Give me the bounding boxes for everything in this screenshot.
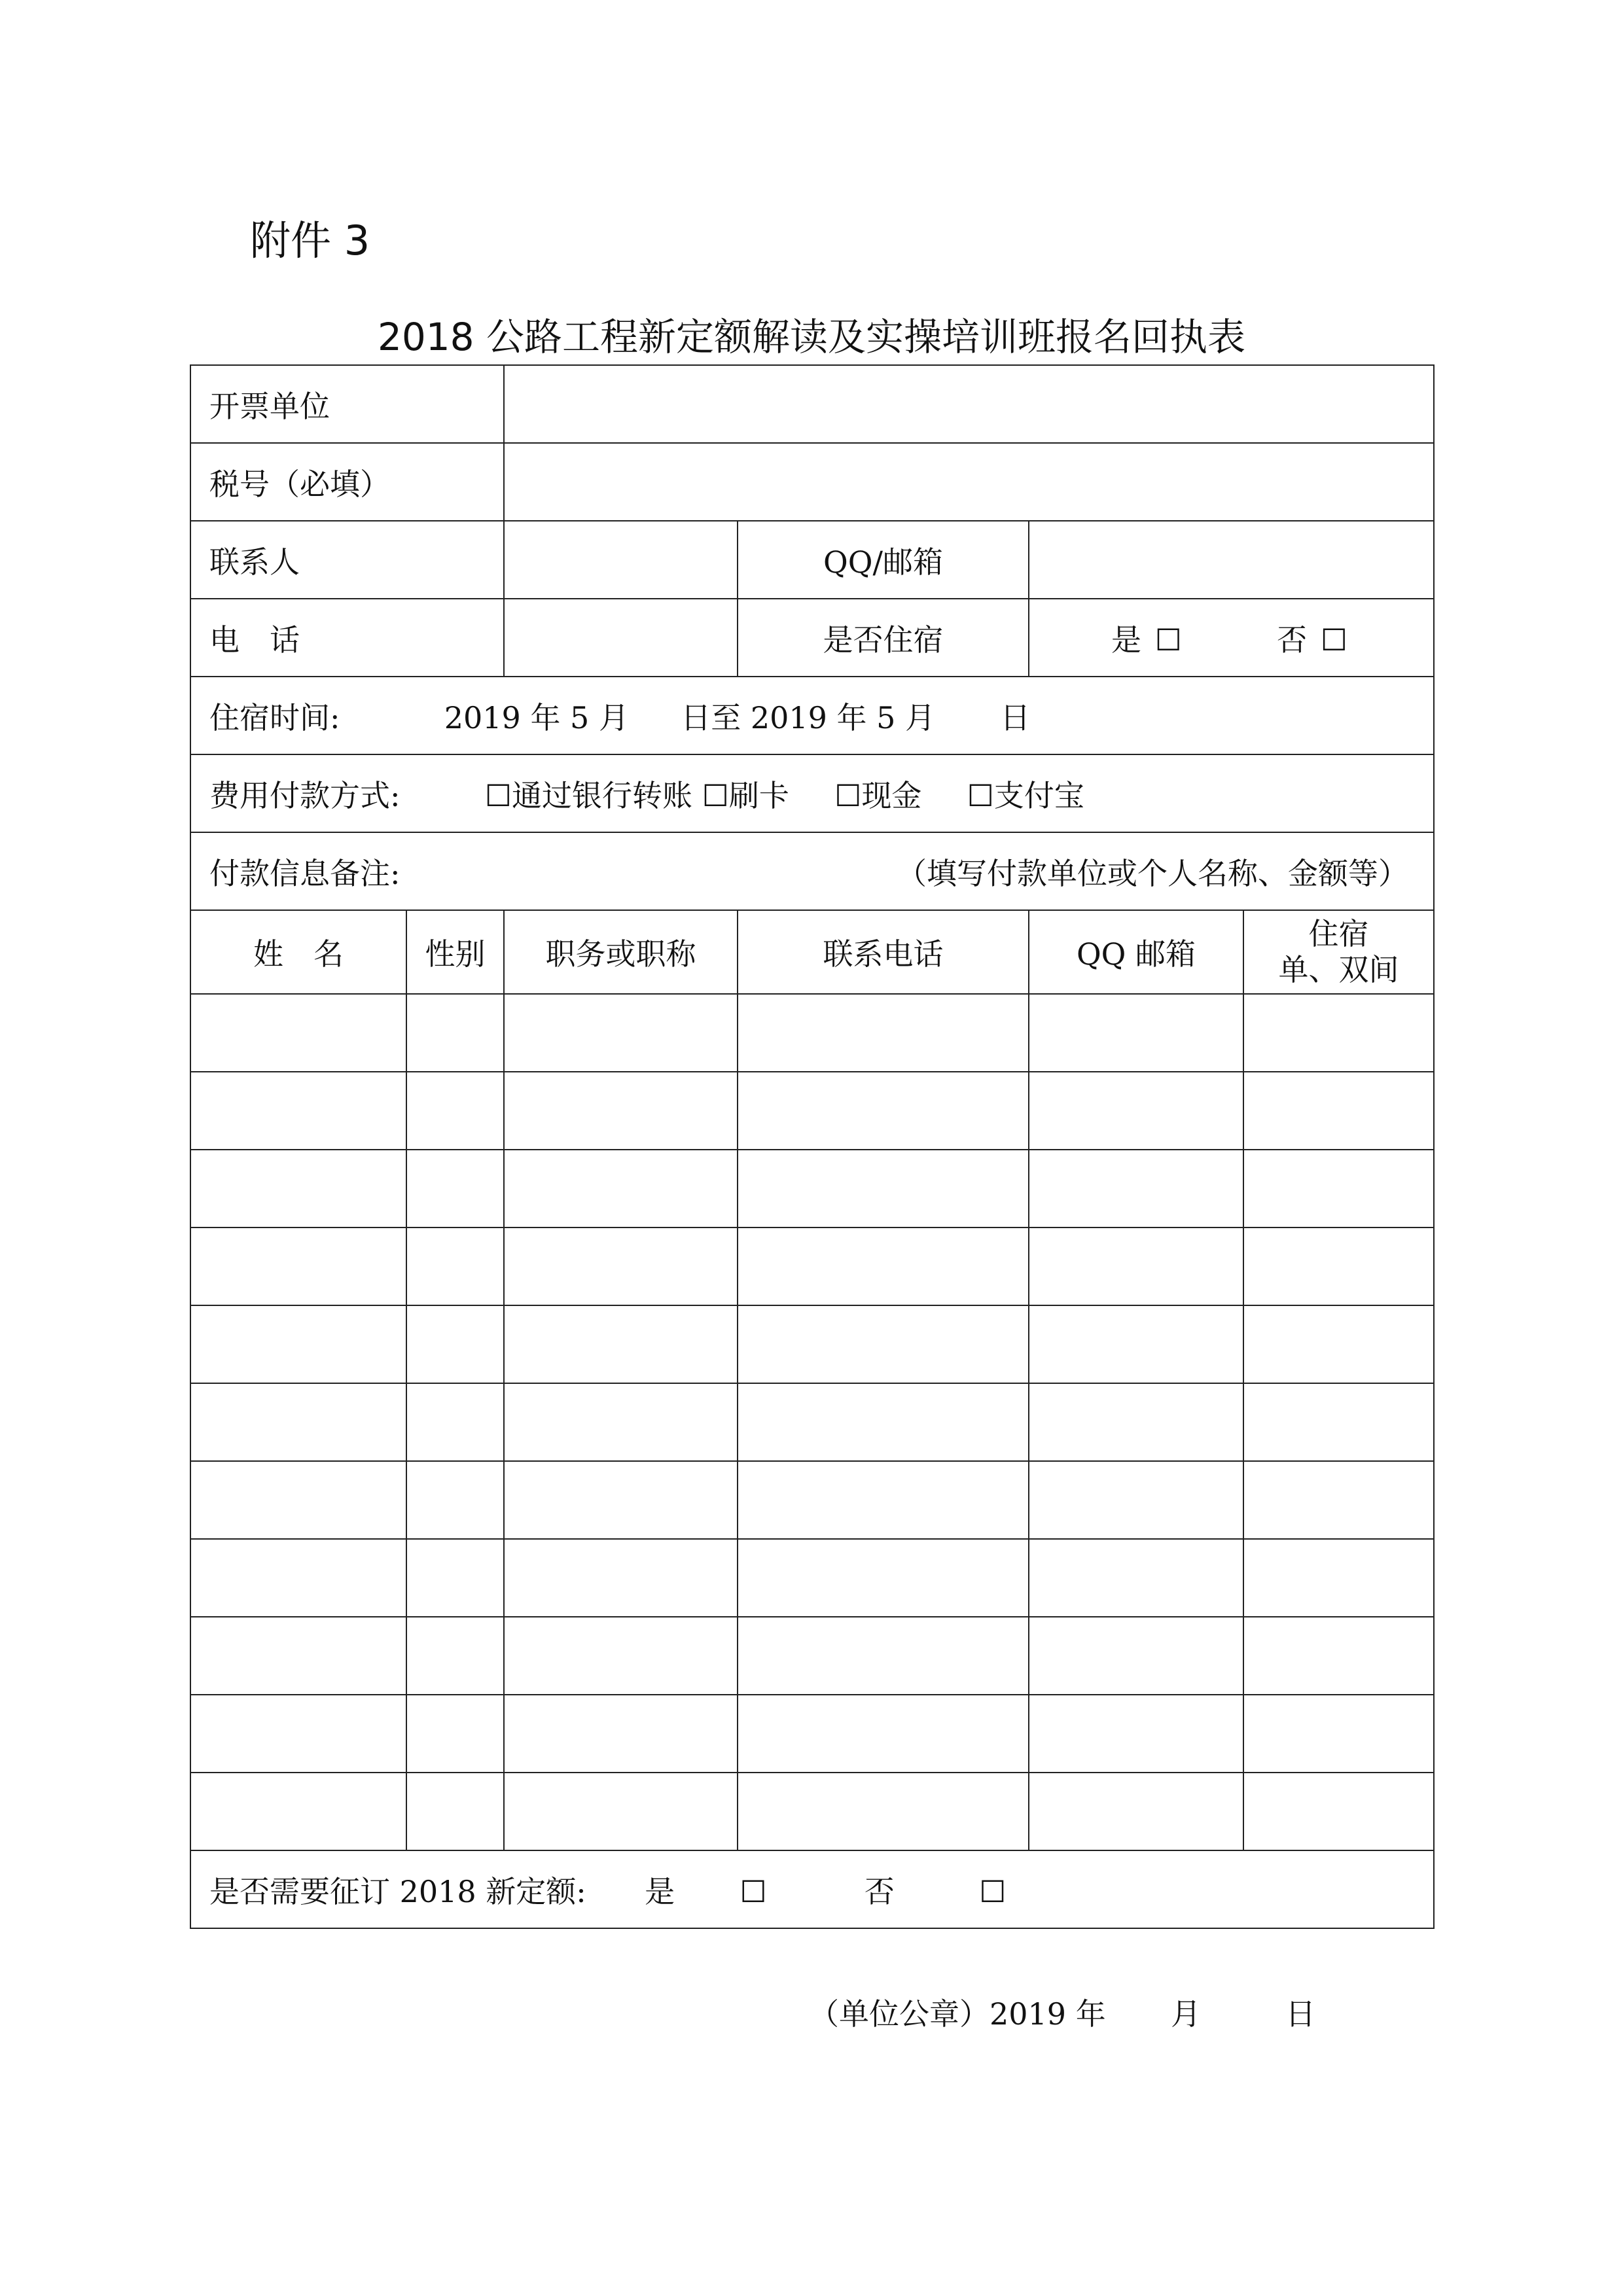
subscribe-no-label: 否 [864, 1873, 895, 1909]
registration-form-table [190, 364, 1435, 1929]
row-stay-dates [190, 677, 1434, 754]
attendee-lodging-cell[interactable] [1243, 1461, 1434, 1539]
lodging-no-label: 否 [1277, 622, 1308, 658]
stay-from-day: 日至 2019 年 5 月 [681, 699, 936, 735]
attendee-qq-email-cell[interactable] [1029, 1305, 1243, 1383]
header-lodging-line2: 单、双间 [1278, 952, 1399, 987]
attendee-position-cell[interactable] [504, 994, 738, 1072]
attendee-gender-cell[interactable] [406, 1305, 504, 1383]
attendee-row [190, 994, 1434, 1072]
stay-to-day: 日 [1000, 699, 1031, 735]
row-payment-method [190, 754, 1434, 832]
qq-email-label: QQ/邮箱 [738, 521, 1029, 599]
attendee-position-cell[interactable] [504, 1227, 738, 1305]
header-qq-email: QQ 邮箱 [1029, 910, 1243, 994]
attendee-row [190, 1773, 1434, 1850]
attendee-name-cell[interactable] [190, 1150, 406, 1227]
header-lodging-line1: 住宿 [1308, 915, 1369, 951]
document-title: 2018 公路工程新定额解读及实操培训班报名回执表 [377, 315, 1246, 359]
lodging-choice [1029, 599, 1434, 677]
footer-seal-line [809, 1990, 1315, 2034]
payment-label: 费用付款方式: [209, 777, 401, 813]
row-phone [190, 599, 1434, 677]
attendee-lodging-cell[interactable] [1243, 1695, 1434, 1773]
attendee-lodging-cell[interactable] [1243, 1072, 1434, 1150]
attendee-qq-email-cell[interactable] [1029, 1539, 1243, 1617]
attendee-gender-cell[interactable] [406, 1617, 504, 1695]
billing-unit-label: 开票单位 [190, 365, 504, 443]
attendee-position-cell[interactable] [504, 1305, 738, 1383]
billing-unit-field[interactable] [504, 365, 1434, 443]
header-gender: 性别 [406, 910, 504, 994]
attendee-qq-email-cell[interactable] [1029, 1617, 1243, 1695]
attendee-name-cell[interactable] [190, 994, 406, 1072]
header-position: 职务或职称 [504, 910, 738, 994]
attendee-gender-cell[interactable] [406, 1695, 504, 1773]
attendee-phone-cell[interactable] [738, 1461, 1029, 1539]
stay-dates-cell[interactable] [190, 677, 1434, 754]
attendee-name-cell[interactable] [190, 1305, 406, 1383]
contact-label: 联系人 [190, 521, 504, 599]
attendee-phone-cell[interactable] [738, 1695, 1029, 1773]
attendee-row [190, 1539, 1434, 1617]
row-tax-id [190, 443, 1434, 521]
payment-method-cell [190, 754, 1434, 832]
attendee-position-cell[interactable] [504, 1383, 738, 1461]
header-name: 姓 名 [190, 910, 406, 994]
attendee-position-cell[interactable] [504, 1539, 738, 1617]
attendee-phone-cell[interactable] [738, 1227, 1029, 1305]
phone-field[interactable] [504, 599, 738, 677]
attendee-row [190, 1383, 1434, 1461]
stay-from: 2019 年 5 月 [444, 699, 629, 735]
lodging-yes-checkbox[interactable]: ☐ [1154, 622, 1182, 658]
attendee-gender-cell[interactable] [406, 994, 504, 1072]
attendee-gender-cell[interactable] [406, 1072, 504, 1150]
attendee-gender-cell[interactable] [406, 1539, 504, 1617]
attendee-phone-cell[interactable] [738, 1150, 1029, 1227]
attendee-rows [190, 994, 1434, 1850]
footer-month: 月 [1170, 1996, 1201, 2032]
subscribe-yes-label: 是 [645, 1873, 675, 1909]
attendee-qq-email-cell[interactable] [1029, 1695, 1243, 1773]
lodging-yes-label: 是 [1111, 622, 1141, 658]
attendee-phone-cell[interactable] [738, 1617, 1029, 1695]
attendee-lodging-cell[interactable] [1243, 994, 1434, 1072]
attendee-row [190, 1150, 1434, 1227]
attendee-row [190, 1072, 1434, 1150]
subscribe-no-checkbox[interactable]: ☐ [979, 1873, 1007, 1909]
row-subscribe [190, 1850, 1434, 1928]
attendee-lodging-cell[interactable] [1243, 1227, 1434, 1305]
attendee-phone-cell[interactable] [738, 1383, 1029, 1461]
contact-field[interactable] [504, 521, 738, 599]
attendee-gender-cell[interactable] [406, 1383, 504, 1461]
attendee-qq-email-cell[interactable] [1029, 994, 1243, 1072]
attendee-gender-cell[interactable] [406, 1461, 504, 1539]
attendee-gender-cell[interactable] [406, 1227, 504, 1305]
attendee-phone-cell[interactable] [738, 1539, 1029, 1617]
attendee-position-cell[interactable] [504, 1617, 738, 1695]
lodging-no-checkbox[interactable]: ☐ [1320, 622, 1347, 658]
attendee-position-cell[interactable] [504, 1072, 738, 1150]
attendee-name-cell[interactable] [190, 1461, 406, 1539]
footer-day: 日 [1285, 1996, 1316, 2032]
attendee-qq-email-cell[interactable] [1029, 1227, 1243, 1305]
attendee-qq-email-cell[interactable] [1029, 1773, 1243, 1850]
row-contact [190, 521, 1434, 599]
attendee-qq-email-cell[interactable] [1029, 1072, 1243, 1150]
pay-card-checkbox[interactable]: ☐ [702, 777, 729, 813]
attendee-name-cell[interactable] [190, 1227, 406, 1305]
qq-email-field[interactable] [1029, 521, 1434, 599]
attendee-position-cell[interactable] [504, 1773, 738, 1850]
attendee-position-cell[interactable] [504, 1461, 738, 1539]
attendee-lodging-cell[interactable] [1243, 1617, 1434, 1695]
attendee-lodging-cell[interactable] [1243, 1773, 1434, 1850]
attendee-header-row [190, 910, 1434, 994]
subscribe-yes-checkbox[interactable]: ☐ [740, 1873, 767, 1909]
attendee-lodging-cell[interactable] [1243, 1305, 1434, 1383]
attendee-lodging-cell[interactable] [1243, 1150, 1434, 1227]
attendee-gender-cell[interactable] [406, 1150, 504, 1227]
attendee-qq-email-cell[interactable] [1029, 1150, 1243, 1227]
attendee-lodging-cell[interactable] [1243, 1539, 1434, 1617]
attendee-position-cell[interactable] [504, 1695, 738, 1773]
header-phone: 联系电话 [738, 910, 1029, 994]
row-payment-note [190, 832, 1434, 910]
payment-note-cell[interactable] [190, 832, 1434, 910]
attendee-phone-cell[interactable] [738, 1072, 1029, 1150]
lodging-question-label: 是否住宿 [738, 599, 1029, 677]
pay-cash-label: 现金 [861, 777, 922, 813]
pay-card-label: 刷卡 [728, 777, 789, 813]
attendee-row [190, 1695, 1434, 1773]
attendee-gender-cell[interactable] [406, 1773, 504, 1850]
stay-label: 住宿时间: [209, 699, 340, 735]
attendee-phone-cell[interactable] [738, 994, 1029, 1072]
note-label: 付款信息备注: [209, 855, 401, 891]
pay-alipay-label: 支付宝 [993, 777, 1084, 813]
tax-id-field[interactable] [504, 443, 1434, 521]
attendee-row [190, 1305, 1434, 1383]
attendee-name-cell[interactable] [190, 1695, 406, 1773]
attendee-row [190, 1617, 1434, 1695]
footer-seal-text: （单位公章）2019 年 [809, 1996, 1106, 2032]
row-billing-unit [190, 365, 1434, 443]
pay-bank-label: 通过银行转账 [512, 777, 692, 813]
attendee-name-cell[interactable] [190, 1617, 406, 1695]
attendee-qq-email-cell[interactable] [1029, 1383, 1243, 1461]
tax-id-label: 税号（必填） [190, 443, 504, 521]
attendee-name-cell[interactable] [190, 1072, 406, 1150]
attendee-phone-cell[interactable] [738, 1305, 1029, 1383]
subscribe-cell [190, 1850, 1434, 1928]
attendee-row [190, 1461, 1434, 1539]
phone-label: 电 话 [190, 599, 504, 677]
pay-bank-checkbox[interactable]: ☐ [484, 777, 512, 813]
attendee-position-cell[interactable] [504, 1150, 738, 1227]
attendee-phone-cell[interactable] [738, 1773, 1029, 1850]
attendee-qq-email-cell[interactable] [1029, 1461, 1243, 1539]
pay-cash-checkbox[interactable]: ☐ [834, 777, 862, 813]
header-lodging [1243, 910, 1434, 994]
attachment-label: 附件 3 [250, 217, 370, 264]
pay-alipay-checkbox[interactable]: ☐ [967, 777, 994, 813]
subscribe-label: 是否需要征订 2018 新定额: [209, 1873, 586, 1909]
attendee-name-cell[interactable] [190, 1383, 406, 1461]
note-hint: （填写付款单位或个人名称、金额等） [897, 855, 1408, 891]
attendee-name-cell[interactable] [190, 1539, 406, 1617]
attendee-row [190, 1227, 1434, 1305]
attendee-lodging-cell[interactable] [1243, 1383, 1434, 1461]
attendee-name-cell[interactable] [190, 1773, 406, 1850]
